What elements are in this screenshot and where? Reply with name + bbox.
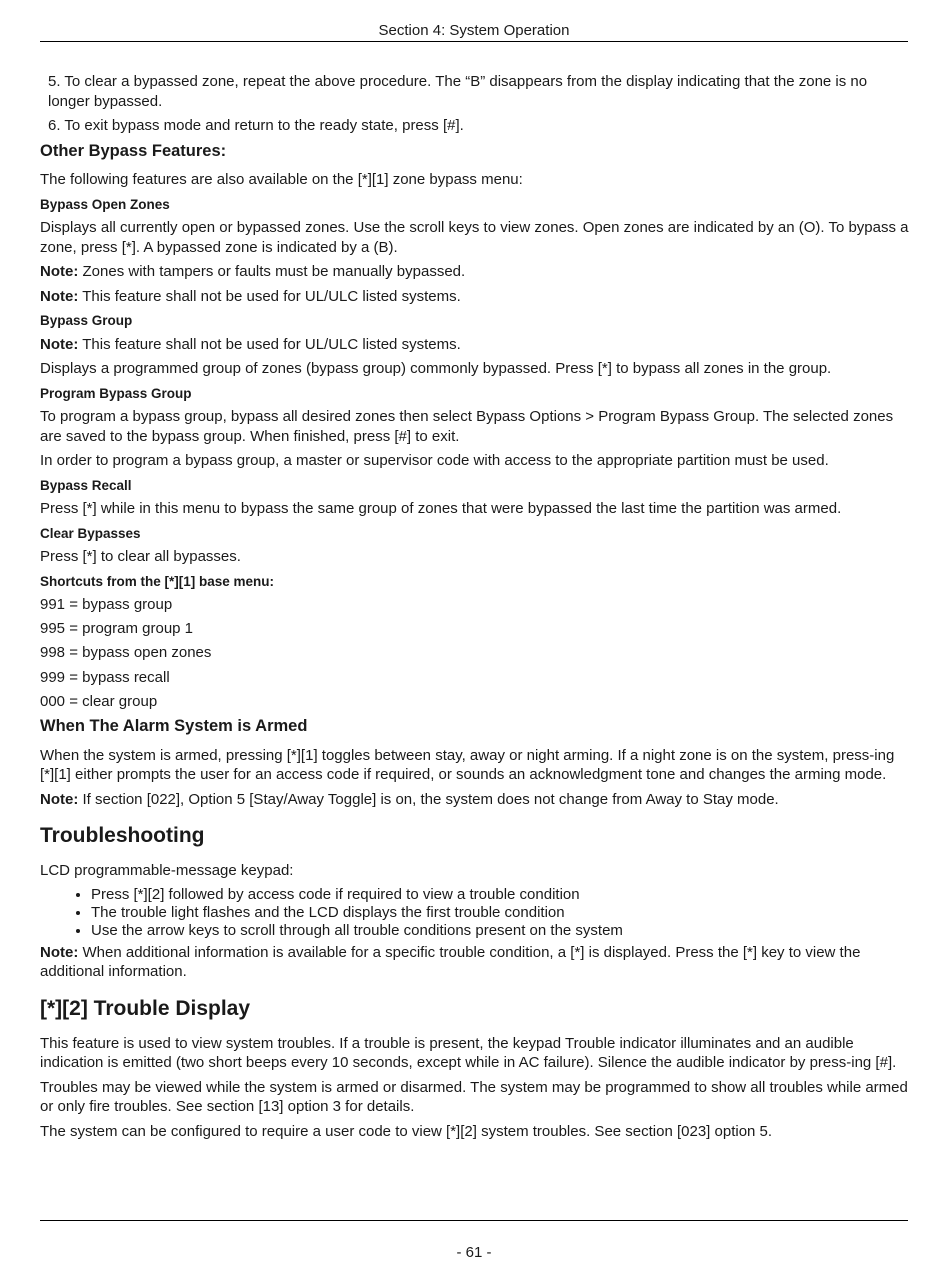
page-number: - 61 - bbox=[456, 1244, 492, 1261]
shortcuts-heading: Shortcuts from the [*][1] base menu: bbox=[40, 573, 275, 589]
note-text: When additional information is available for a specific trouble condition, a [*] is displayed. Press the [*] key to view the additional information. bbox=[40, 943, 861, 981]
note-label: Note: bbox=[40, 335, 79, 353]
bypass-recall-heading: Bypass Recall bbox=[40, 477, 132, 493]
footer-rule bbox=[40, 1220, 908, 1221]
shortcut-item: 991 = bypass group bbox=[40, 596, 173, 613]
bypass-open-zones-heading: Bypass Open Zones bbox=[40, 196, 170, 212]
header-rule bbox=[40, 41, 908, 42]
clear-bypasses-heading: Clear Bypasses bbox=[40, 525, 141, 541]
other-bypass-intro: The following features are also available on the [*][1] zone bypass menu: bbox=[40, 171, 523, 188]
note-label: Note: bbox=[40, 287, 79, 305]
other-bypass-heading: Other Bypass Features: bbox=[40, 141, 227, 160]
armed-text: When the system is armed, pressing [*][1] toggles between stay, away or night arming. If a night zone is on the system, press-ing [*][1] either prompts the user for an access code if required, or sounds an acknowledgment tone and changes the arming mode. bbox=[40, 746, 895, 784]
bypass-recall-text: Press [*] while in this menu to bypass the same group of zones that were bypassed the last time the partition was armed. bbox=[40, 500, 842, 517]
step-6: 6. To exit bypass mode and return to the ready state, press [#]. bbox=[48, 117, 464, 134]
troubleshooting-list bbox=[40, 886, 910, 940]
troubleshooting-heading: Troubleshooting bbox=[40, 824, 205, 848]
bypass-group-text: Displays a programmed group of zones (bypass group) commonly bypassed. Press [*] to bypass all zones in the group. bbox=[40, 360, 832, 377]
shortcut-item: 995 = program group 1 bbox=[40, 620, 194, 638]
shortcut-item: 999 = bypass recall bbox=[40, 668, 170, 686]
armed-heading: When The Alarm System is Armed bbox=[40, 717, 308, 736]
note-tampers bbox=[40, 262, 910, 282]
shortcut-item: 000 = clear group bbox=[40, 692, 158, 710]
trouble-display-p3: The system can be configured to require a user code to view [*][2] system troubles. See section [023] option 5. bbox=[40, 1122, 773, 1140]
program-bypass-group-heading: Program Bypass Group bbox=[40, 385, 192, 401]
trouble-display-p2: Troubles may be viewed while the system is armed or disarmed. The system may be programmed to show all troubles while armed or only fire troubles. See section [13] option 3 for details. bbox=[40, 1078, 908, 1116]
shortcut-item: 998 = bypass open zones bbox=[40, 644, 212, 662]
troubleshooting-bullet: • Press [*][2] followed by access code if required to view a trouble condition bbox=[91, 886, 910, 904]
troubleshooting-bullet: • Use the arrow keys to scroll through all trouble conditions present on the system bbox=[91, 922, 910, 940]
note-text: Zones with tampers or faults must be manually bypassed. bbox=[82, 263, 466, 280]
note-text: This feature shall not be used for UL/ULC listed systems. bbox=[82, 287, 461, 305]
note-text: This feature shall not be used for UL/ULC listed systems. bbox=[82, 335, 461, 353]
note-ul-listed bbox=[40, 287, 910, 307]
bypass-group-heading: Bypass Group bbox=[40, 313, 133, 328]
page-content bbox=[40, 72, 910, 1146]
note-ul-listed-group bbox=[40, 335, 910, 355]
note-stay-away-toggle bbox=[40, 790, 910, 810]
troubleshooting-bullet: • The trouble light flashes and the LCD displays the first trouble condition bbox=[91, 904, 910, 922]
page-header: Section 4: System Operation bbox=[378, 22, 570, 39]
bypass-open-zones-text: Displays all currently open or bypassed zones. Use the scroll keys to view zones. Open zones are indicated by an (O). To bypass a zone, press [*]. A bypassed zone is indicated by a (B). bbox=[40, 219, 909, 256]
program-bypass-group-requirement: In order to program a bypass group, a master or supervisor code with access to the appropriate partition must be used. bbox=[40, 452, 829, 469]
trouble-display-p1: This feature is used to view system troubles. If a trouble is present, the keypad Trouble indicator illuminates and an audible indication is emitted (two short beeps every 10 seconds, except while in AC failure). Silence the audible indicator by press-ing [#]. bbox=[40, 1034, 897, 1072]
note-label: Note: bbox=[40, 263, 79, 280]
step-5: 5. To clear a bypassed zone, repeat the above procedure. The “B” disappears from the display indicating that the zone is no longer bypassed. bbox=[48, 73, 868, 110]
note-label: Note: bbox=[40, 943, 79, 961]
troubleshooting-intro: LCD programmable-message keypad: bbox=[40, 862, 294, 880]
program-bypass-group-text: To program a bypass group, bypass all desired zones then select Bypass Options > Program Bypass Group. The selected zones are saved to the bypass group. When finished, press [#] to exit. bbox=[40, 408, 894, 445]
clear-bypasses-text: Press [*] to clear all bypasses. bbox=[40, 548, 241, 565]
trouble-display-heading: [*][2] Trouble Display bbox=[40, 996, 251, 1020]
note-additional-info bbox=[40, 943, 910, 982]
note-label: Note: bbox=[40, 790, 79, 808]
note-text: If section [022], Option 5 [Stay/Away Toggle] is on, the system does not change from Away to Stay mode. bbox=[82, 790, 779, 808]
